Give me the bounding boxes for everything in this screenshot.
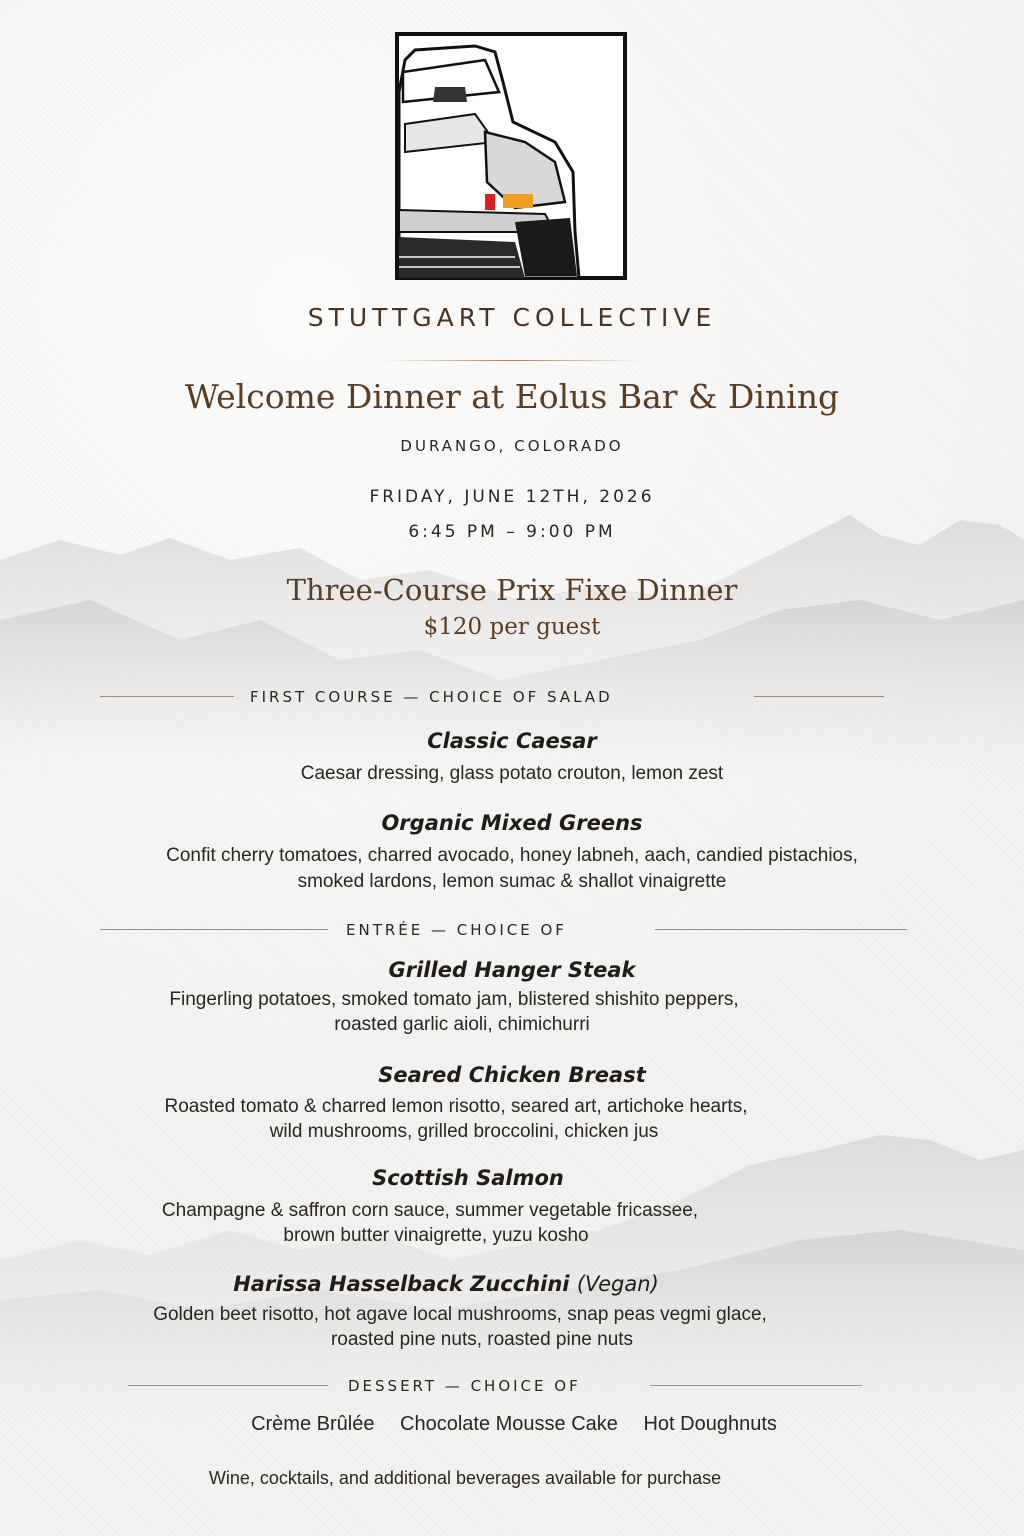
dish-description: Caesar dressing, glass potato crouton, lemon zest: [300, 763, 724, 784]
dessert-list: [2, 1413, 1024, 1436]
event-title: Welcome Dinner at Eolus Bar & Dining: [184, 377, 840, 416]
entree-heading: ENTRÉE — CHOICE OF: [346, 921, 567, 939]
car-logo: [395, 32, 627, 280]
brand-name: STUTTGART COLLECTIVE: [307, 303, 717, 332]
section-rule-right: [754, 696, 884, 697]
dish-description: wild mushrooms, grilled broccolini, chicken jus: [269, 1121, 659, 1142]
dessert-heading: DESSERT — CHOICE OF: [348, 1377, 581, 1395]
section-rule-left: [128, 1385, 328, 1386]
section-rule-left: [100, 696, 234, 697]
dish-note: (Vegan): [576, 1272, 659, 1296]
event-date: FRIDAY, JUNE 12TH, 2026: [369, 487, 655, 507]
section-rule-left: [100, 929, 328, 930]
section-rule-right: [655, 929, 907, 930]
dish-name: Harissa Hasselback Zucchini: [233, 1272, 570, 1296]
price: $120 per guest: [423, 614, 601, 640]
dessert-item: Hot Doughnuts: [643, 1413, 777, 1435]
dish-description: roasted pine nuts, roasted pine nuts: [330, 1329, 634, 1350]
first-course-heading: FIRST COURSE — CHOICE OF SALAD: [250, 688, 613, 706]
footer-note: Wine, cocktails, and additional beverages available for purchase: [208, 1468, 722, 1488]
dish-description: Champagne & saffron corn sauce, summer vegetable fricassee,: [161, 1200, 699, 1221]
dish-description: roasted garlic aioli, chimichurri: [334, 1014, 590, 1035]
dish-name: Classic Caesar: [427, 729, 597, 753]
dish-name-row: [0, 1272, 958, 1296]
dessert-item: Chocolate Mousse Cake: [400, 1413, 618, 1435]
dessert-item: Crème Brûlée: [251, 1413, 375, 1435]
dish-description: smoked lardons, lemon sumac & shallot vinaigrette: [297, 871, 727, 892]
event-time: 6:45 PM – 9:00 PM: [408, 522, 616, 542]
dish-description: Fingerling potatoes, smoked tomato jam, blistered shishito peppers,: [169, 989, 739, 1010]
dish-description: brown butter vinaigrette, yuzu kosho: [283, 1225, 589, 1246]
divider: [382, 360, 642, 361]
dish-description: Golden beet risotto, hot agave local mushrooms, snap peas vegmi glace,: [153, 1304, 767, 1325]
dish-name: Scottish Salmon: [372, 1166, 564, 1190]
dish-name: Seared Chicken Breast: [378, 1063, 646, 1087]
event-location: DURANGO, COLORADO: [400, 437, 624, 455]
section-rule-right: [650, 1385, 862, 1386]
dish-description: Confit cherry tomatoes, charred avocado, honey labneh, aach, candied pistachios,: [166, 845, 858, 866]
dish-name: Organic Mixed Greens: [381, 811, 643, 835]
dish-name: Grilled Hanger Steak: [388, 958, 636, 982]
prix-fixe-title: Three-Course Prix Fixe Dinner: [286, 573, 738, 607]
dish-description: Roasted tomato & charred lemon risotto, seared art, artichoke hearts,: [164, 1096, 748, 1117]
